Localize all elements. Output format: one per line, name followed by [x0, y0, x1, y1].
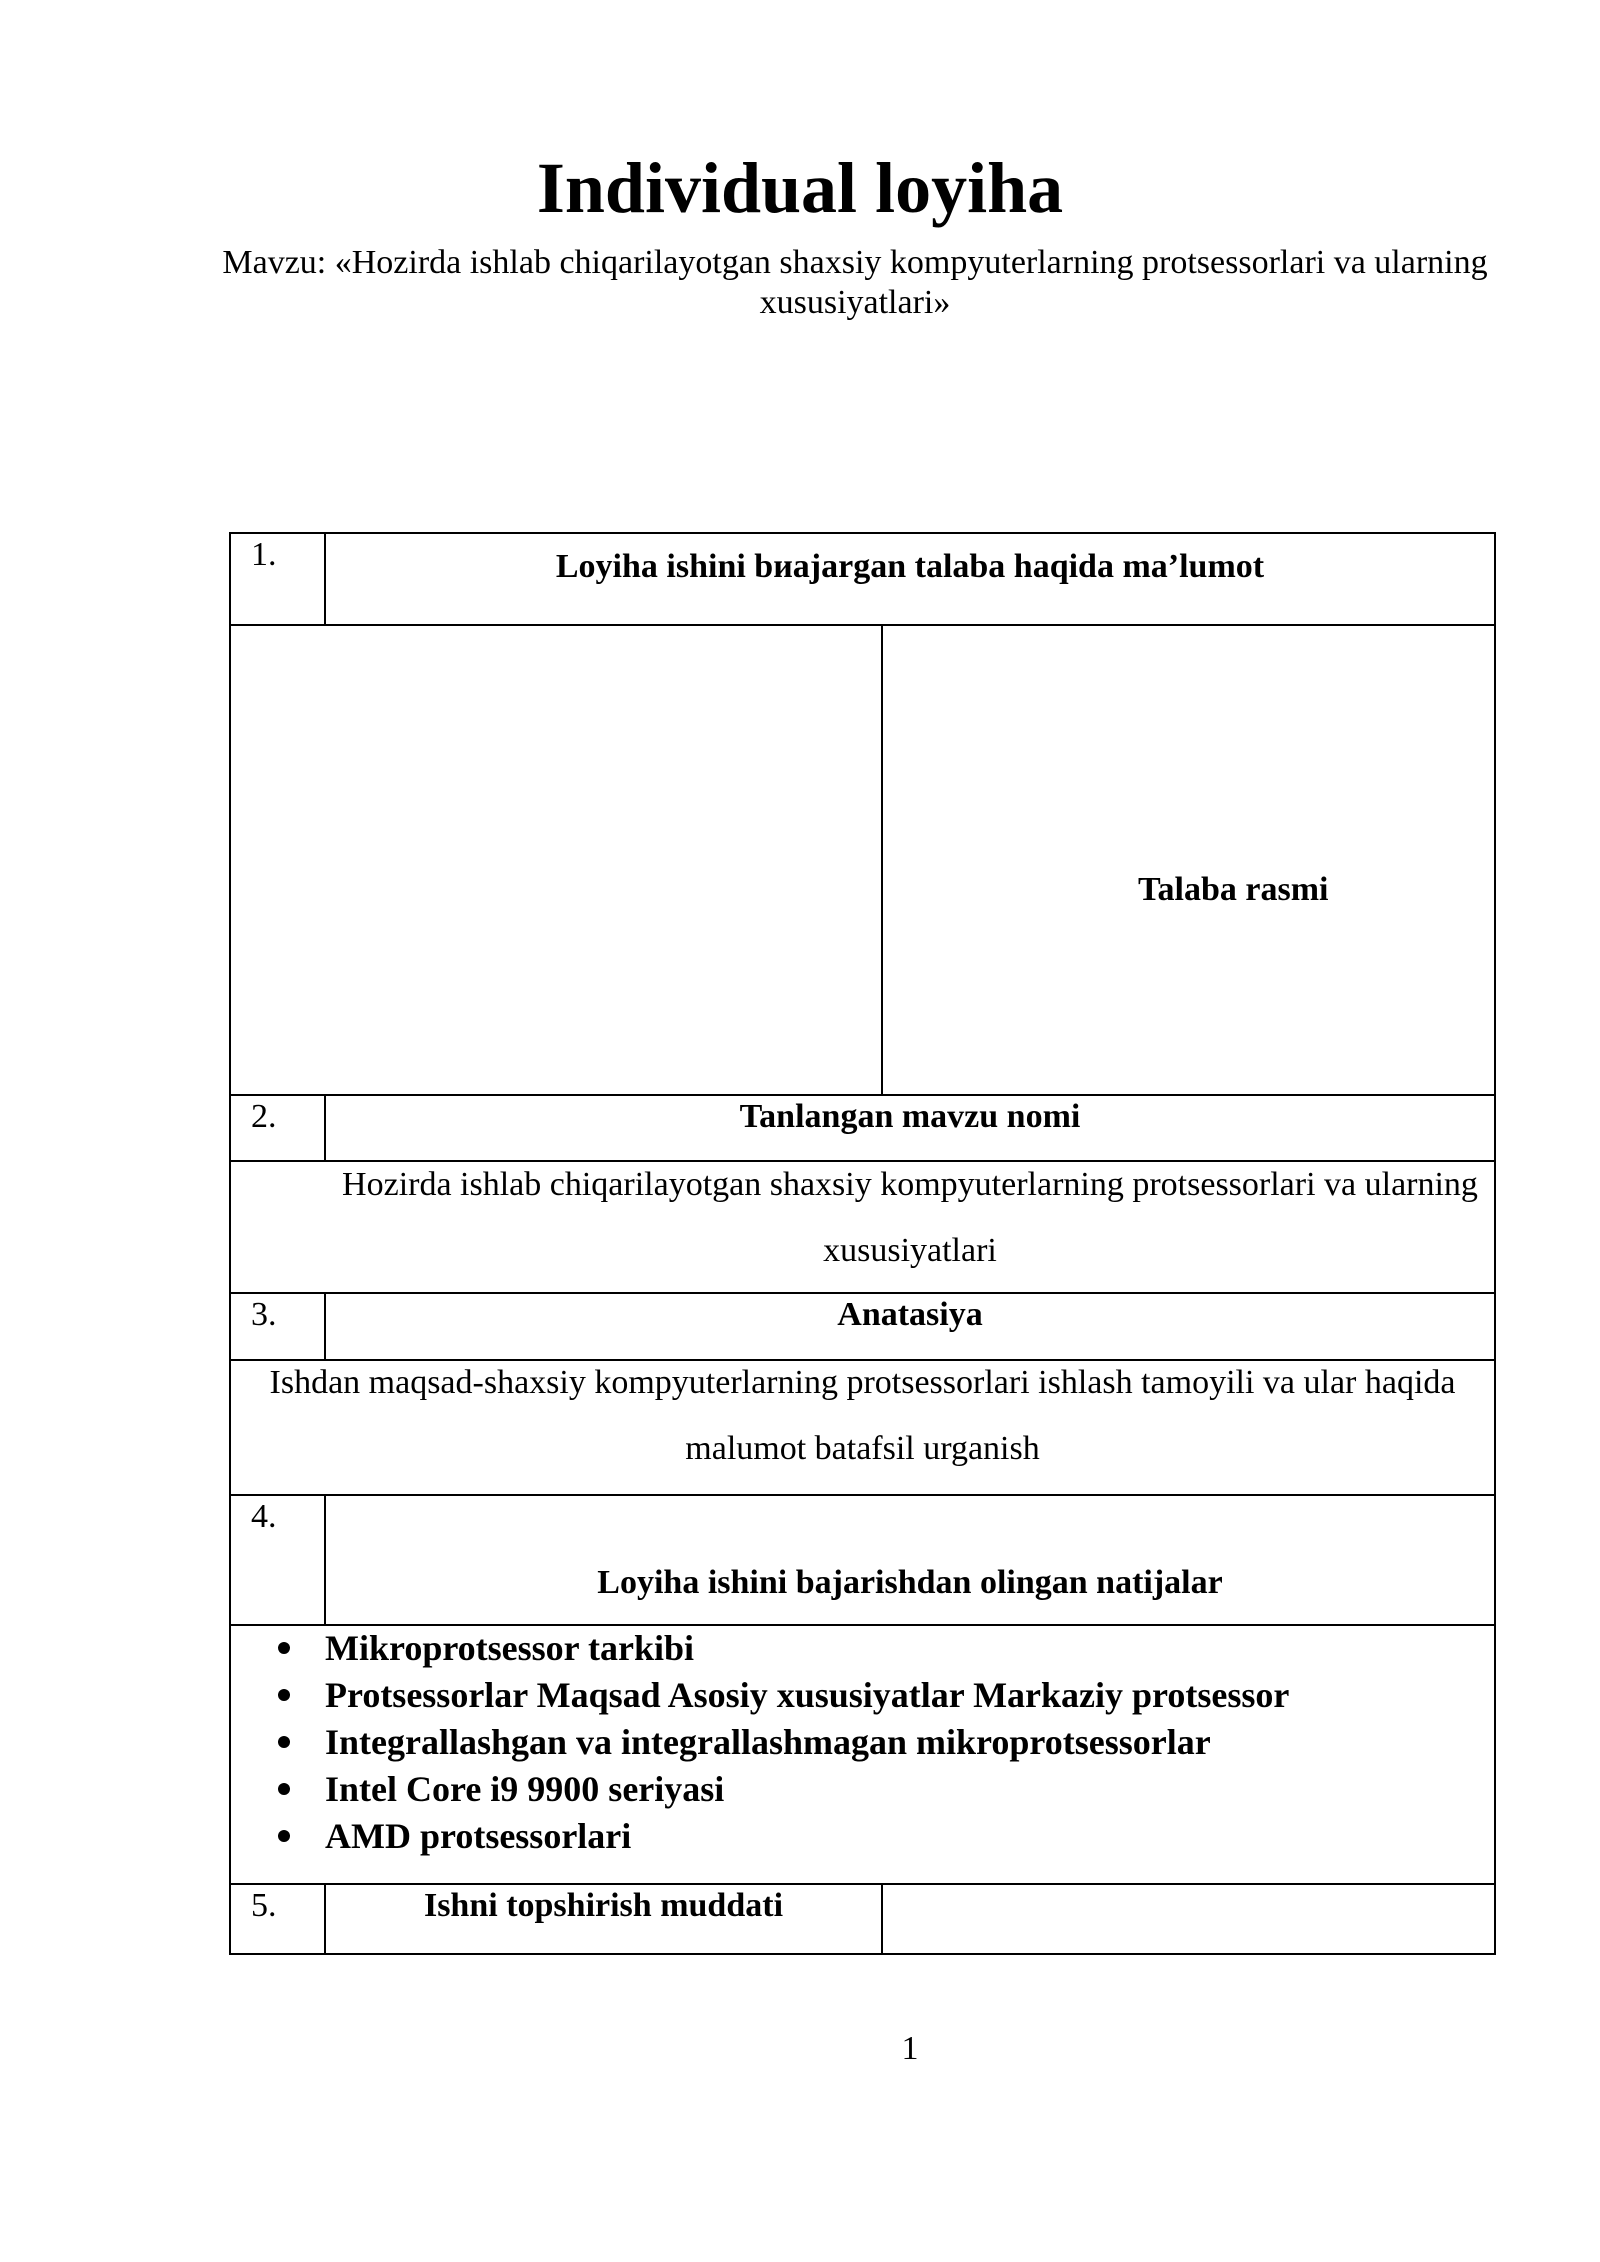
bullet-icon	[278, 1830, 290, 1842]
bullet-icon	[278, 1736, 290, 1748]
result-item: Mikroprotsessor tarkibi	[270, 1625, 1289, 1672]
results-list	[270, 1625, 1289, 1860]
result-item: Integrallashgan va integrallashmagan mikroprotsessorlar	[270, 1719, 1289, 1766]
row-3-number: 3.	[229, 1292, 326, 1361]
row-1-header: Loyiha ishini bиajargan talaba haqida ma’lumot	[324, 532, 1496, 626]
student-info-area	[229, 624, 883, 1096]
result-item: Protsessorlar Maqsad Asosiy xususiyatlar Markaziy protsessor	[270, 1672, 1289, 1719]
student-photo-label: Talaba rasmi	[1138, 871, 1329, 908]
row-5-label: Ishni topshirish muddati	[324, 1883, 883, 1955]
submission-deadline-value	[881, 1883, 1496, 1955]
row-2-header: Tanlangan mavzu nomi	[324, 1094, 1496, 1162]
result-item: AMD protsessorlari	[270, 1813, 1289, 1860]
page-number: 1	[901, 2030, 919, 2067]
row-2-number: 2.	[229, 1094, 326, 1162]
row-4-header: Loyiha ishini bajarishdan olingan natijalar	[324, 1494, 1496, 1626]
result-item: Intel Core i9 9900 seriyasi	[270, 1766, 1289, 1813]
annotation-text: Ishdan maqsad-shaxsiy kompyuterlarning protsessorlari ishlash tamoyili va ular haqida malumot batafsil urganish	[269, 1364, 1456, 1467]
row-5-number: 5.	[229, 1883, 326, 1955]
student-photo-area	[881, 624, 1496, 1096]
document-title: Individual loyiha	[536, 148, 1064, 228]
bullet-icon	[278, 1783, 290, 1795]
bullet-icon	[278, 1689, 290, 1701]
bullet-icon	[278, 1642, 290, 1654]
document-subtitle: Mavzu: «Hozirda ishlab chiqarilayotgan shaxsiy kompyuterlarning protsessorlari va ularning xususiyatlari»	[222, 244, 1488, 321]
row-3-header: Anatasiya	[324, 1292, 1496, 1361]
topic-text: Hozirda ishlab chiqarilayotgan shaxsiy kompyuterlarning protsessorlari va ularning xususiyatlari	[342, 1166, 1478, 1269]
row-4-number: 4.	[229, 1494, 326, 1626]
row-1-number: 1.	[229, 532, 326, 626]
